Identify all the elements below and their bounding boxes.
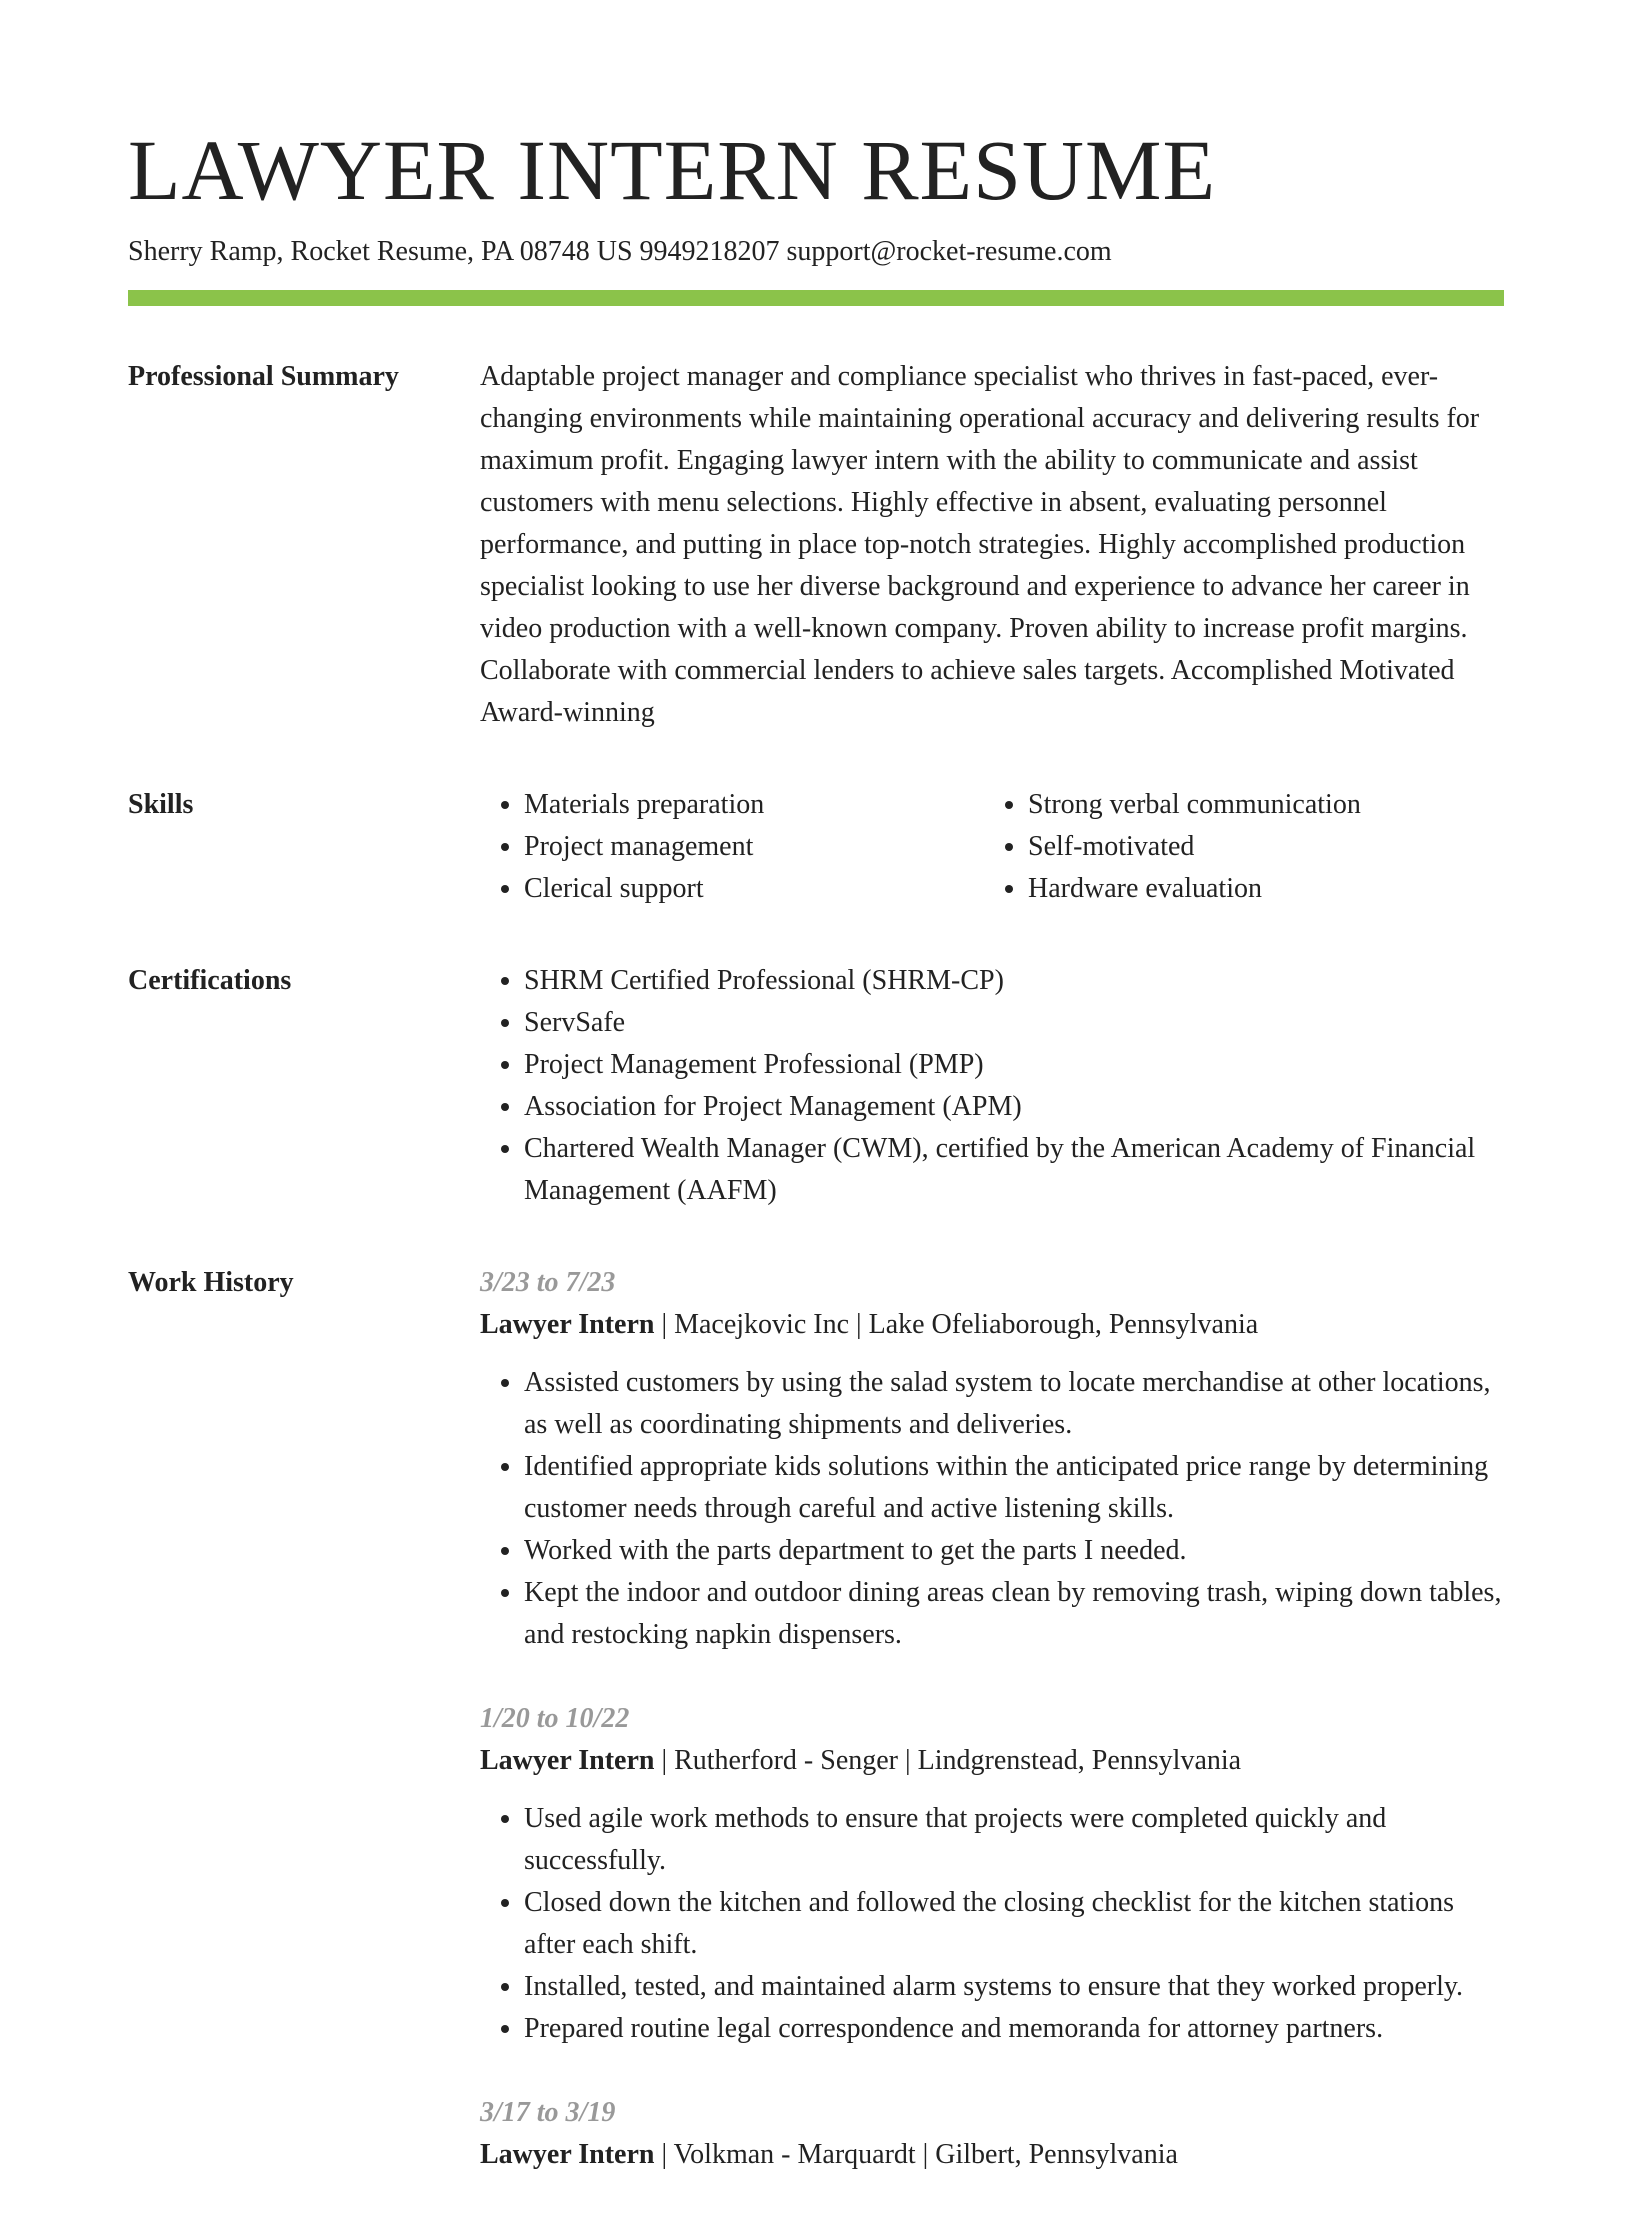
work-history-label: Work History: [128, 1267, 294, 1298]
job-entry: [480, 2092, 1504, 2176]
job-details: | Volkman - Marquardt | Gilbert, Pennsylvania: [654, 2139, 1178, 2170]
skills-column-right: [984, 784, 1488, 910]
summary-label: Professional Summary: [128, 361, 399, 392]
job-dates: 3/17 to 3/19: [480, 2097, 616, 2128]
skills-label: Skills: [128, 789, 194, 820]
work-history-section: [128, 1262, 1504, 2218]
job-title: Lawyer Intern: [480, 1309, 655, 1340]
skills-list-right: [984, 784, 1488, 910]
skill-item: • Strong verbal communication: [1028, 784, 1488, 826]
job-bullet: • Closed down the kitchen and followed the closing checklist for the kitchen stations after each shift.: [524, 1882, 1504, 1966]
certifications-body: [480, 960, 1504, 1212]
job-bullet: • Prepared routine legal correspondence and memoranda for attorney partners.: [524, 2008, 1504, 2050]
certification-item: • SHRM Certified Professional (SHRM-CP): [524, 960, 1504, 1002]
certifications-section: [128, 960, 1504, 1212]
job-entry: [480, 1262, 1504, 1656]
job-bullets: [480, 1798, 1504, 2050]
certification-item: • Chartered Wealth Manager (CWM), certified by the American Academy of Financial Management (AAFM): [524, 1128, 1504, 1212]
resume-title: LAWYER INTERN RESUME: [128, 122, 1217, 218]
job-bullet: • Kept the indoor and outdoor dining areas clean by removing trash, wiping down tables, and restocking napkin dispensers.: [524, 1572, 1504, 1656]
job-bullet: • Identified appropriate kids solutions within the anticipated price range by determining customer needs through careful and active listening skills.: [524, 1446, 1504, 1530]
job-details: | Rutherford - Senger | Lindgrenstead, Pennsylvania: [654, 1745, 1242, 1776]
skill-item: • Project management: [524, 826, 984, 868]
summary-text: Adaptable project manager and compliance specialist who thrives in fast-paced, ever-changing environments while maintaining operational accuracy and delivering results for maximum profit. Engaging lawyer intern with the ability to communicate and assist customers with menu selections. Highly effective in absent, evaluating personnel performance, and putting in place top-notch strategies. Highly accomplished production specialist looking to use her diverse background and experience to advance her career in video production with a well-known company. Proven ability to increase profit margins. Collaborate with commercial lenders to achieve sales targets. Accomplished Motivated Award-winning: [480, 361, 1480, 728]
summary-section: [128, 356, 1504, 734]
skills-body: [480, 784, 1504, 910]
job-details: | Macejkovic Inc | Lake Ofeliaborough, Pennsylvania: [654, 1309, 1259, 1340]
job-heading: [480, 1304, 1504, 1346]
job-bullet: • Used agile work methods to ensure that projects were completed quickly and successfully.: [524, 1798, 1504, 1882]
contact-info: Sherry Ramp, Rocket Resume, PA 08748 US 9949218207 support@rocket-resume.com: [128, 236, 1112, 267]
summary-body: [480, 356, 1504, 734]
header-accent-bar: [128, 290, 1504, 306]
work-history-body: [480, 1262, 1504, 2218]
certification-item: • ServSafe: [524, 1002, 1504, 1044]
certifications-list: [480, 960, 1504, 1212]
skill-item: • Materials preparation: [524, 784, 984, 826]
job-bullet: • Worked with the parts department to get the parts I needed.: [524, 1530, 1504, 1572]
job-heading: [480, 2134, 1504, 2176]
job-bullet: • Assisted customers by using the salad system to locate merchandise at other locations, as well as coordinating shipments and deliveries.: [524, 1362, 1504, 1446]
certification-item: • Association for Project Management (APM): [524, 1086, 1504, 1128]
job-entry: [480, 1698, 1504, 2050]
skill-item: • Clerical support: [524, 868, 984, 910]
skill-item: • Hardware evaluation: [1028, 868, 1488, 910]
certification-item: • Project Management Professional (PMP): [524, 1044, 1504, 1086]
certifications-label: Certifications: [128, 965, 292, 996]
skills-column-left: [480, 784, 984, 910]
job-dates: 1/20 to 10/22: [480, 1703, 630, 1734]
skills-list-left: [480, 784, 984, 910]
job-title: Lawyer Intern: [480, 2139, 655, 2170]
job-bullet: • Installed, tested, and maintained alarm systems to ensure that they worked properly.: [524, 1966, 1504, 2008]
skills-section: [128, 784, 1504, 910]
job-bullets: [480, 1362, 1504, 1656]
job-title: Lawyer Intern: [480, 1745, 655, 1776]
skill-item: • Self-motivated: [1028, 826, 1488, 868]
job-heading: [480, 1740, 1504, 1782]
job-dates: 3/23 to 7/23: [480, 1267, 616, 1298]
